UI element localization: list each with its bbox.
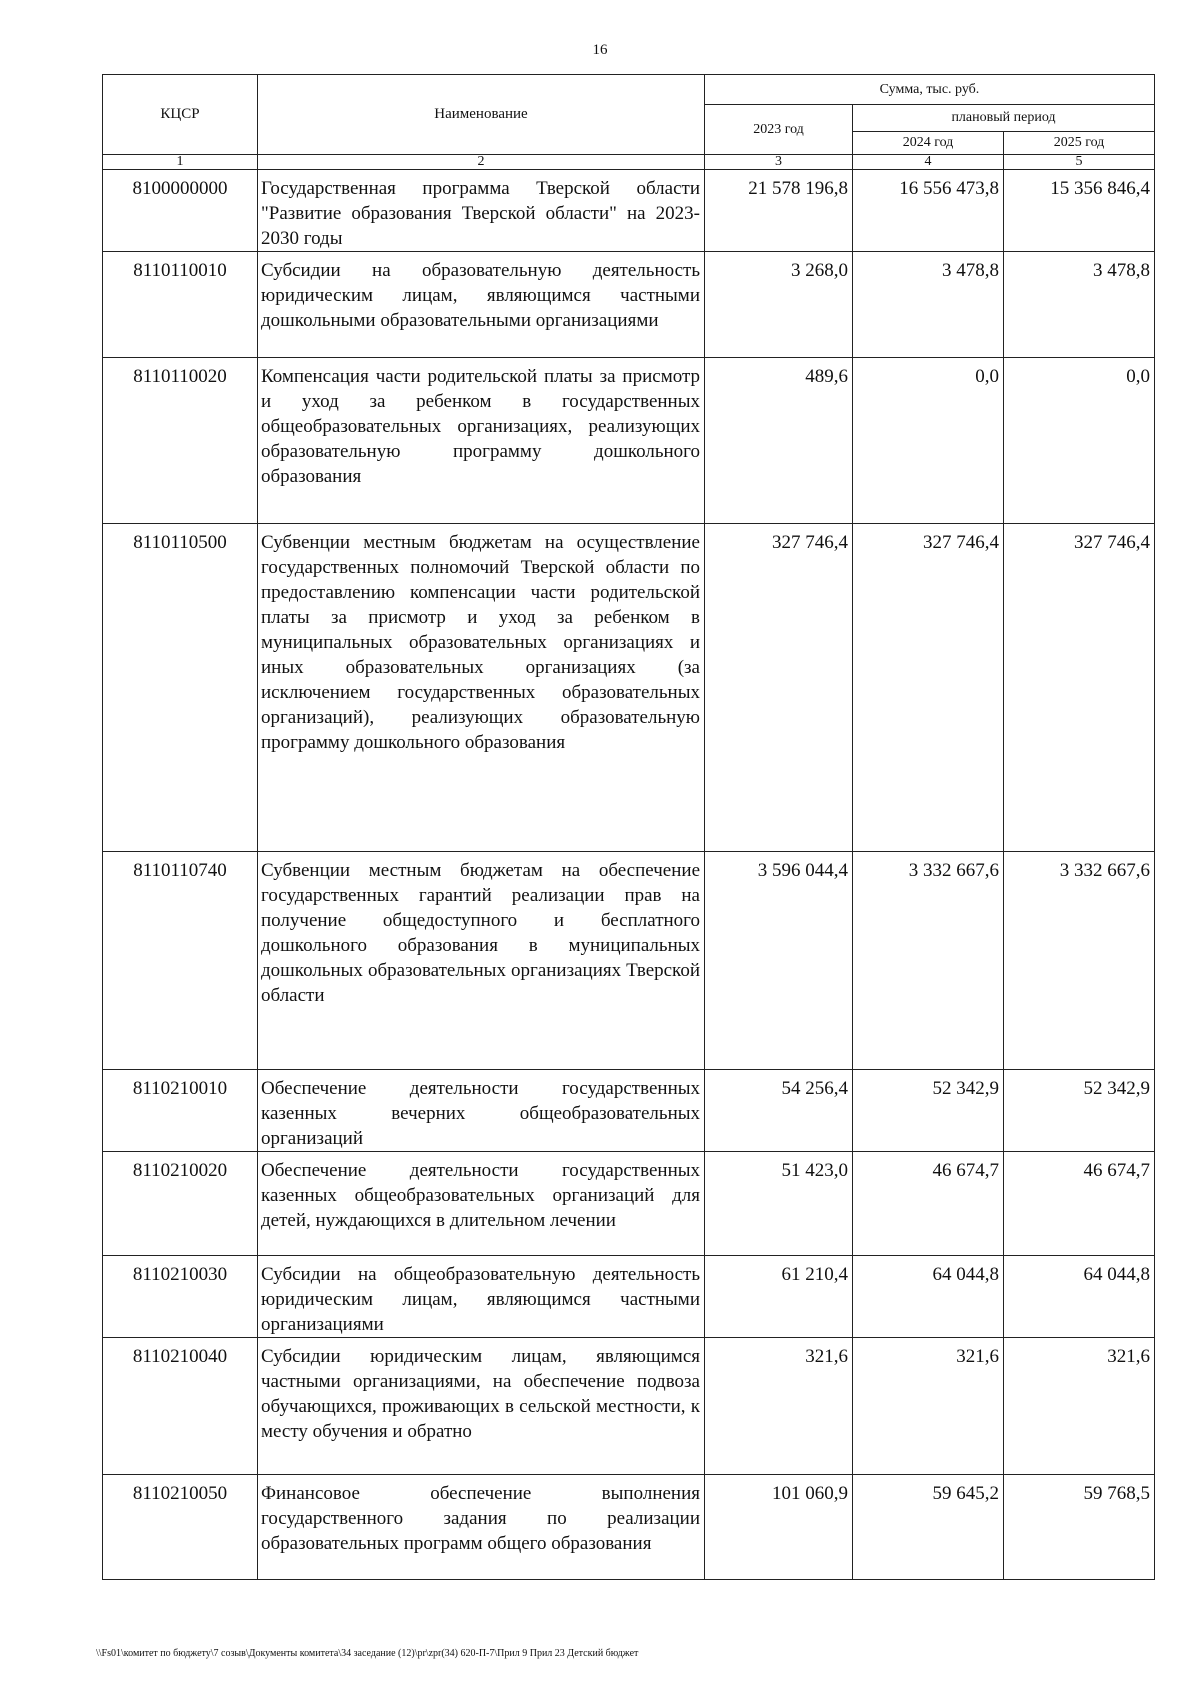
row-code: 8110110740: [103, 852, 258, 1070]
row-code: 8110210050: [103, 1475, 258, 1580]
header-planned-period: плановый период: [853, 105, 1155, 132]
row-value-2025: 59 768,5: [1004, 1475, 1155, 1580]
row-value-2024: 321,6: [853, 1338, 1004, 1475]
header-year-2025: 2025 год: [1004, 132, 1155, 155]
header-name: Наименование: [258, 75, 705, 155]
row-value-2025: 3 478,8: [1004, 252, 1155, 358]
row-code: 8110110020: [103, 358, 258, 524]
row-code: 8110210040: [103, 1338, 258, 1475]
row-value-2024: 64 044,8: [853, 1256, 1004, 1338]
column-number: 1: [103, 155, 258, 170]
row-name: Субсидии на образовательную деятельность юридическим лицам, являющимся частными дошкольными образовательными организациями: [258, 252, 705, 358]
row-code: 8110110500: [103, 524, 258, 852]
table-row: [103, 358, 1155, 524]
column-number: 4: [853, 155, 1004, 170]
footer-file-path: \\Fs01\комитет по бюджету\7 созыв\Документы комитета\34 заседание (12)\pr\zpr(34) 620-П-7\Прил 9 Прил 23 Детский бюджет: [96, 1648, 639, 1659]
row-value-2024: 52 342,9: [853, 1070, 1004, 1152]
row-name: Обеспечение деятельности государственных казенных вечерних общеобразовательных организаций: [258, 1070, 705, 1152]
column-number: 5: [1004, 155, 1155, 170]
row-value-2025: 15 356 846,4: [1004, 170, 1155, 252]
row-name: Субвенции местным бюджетам на обеспечение государственных гарантий реализации прав на получение общедоступного и бесплатного дошкольного образования в муниципальных дошкольных образовательных организациях Тверской области: [258, 852, 705, 1070]
row-name: Государственная программа Тверской области "Развитие образования Тверской области" на 2023-2030 годы: [258, 170, 705, 252]
row-name: Компенсация части родительской платы за присмотр и уход за ребенком в государственных общеобразовательных организациях, реализующих образовательную программу дошкольного образования: [258, 358, 705, 524]
row-value-2024: 3 332 667,6: [853, 852, 1004, 1070]
row-value-2023: 21 578 196,8: [705, 170, 853, 252]
table-row: [103, 524, 1155, 852]
table-row: [103, 1475, 1155, 1580]
row-value-2023: 61 210,4: [705, 1256, 853, 1338]
row-value-2023: 327 746,4: [705, 524, 853, 852]
table-row: [103, 252, 1155, 358]
row-value-2025: 321,6: [1004, 1338, 1155, 1475]
row-code: 8110210010: [103, 1070, 258, 1152]
table-row: [103, 170, 1155, 252]
row-name: Обеспечение деятельности государственных казенных общеобразовательных организаций для детей, нуждающихся в длительном лечении: [258, 1152, 705, 1256]
table-row: [103, 1152, 1155, 1256]
row-value-2023: 3 596 044,4: [705, 852, 853, 1070]
header-year-2023: 2023 год: [705, 105, 853, 155]
table-row: [103, 1338, 1155, 1475]
table-row: [103, 852, 1155, 1070]
header-code: КЦСР: [103, 75, 258, 155]
row-value-2023: 101 060,9: [705, 1475, 853, 1580]
row-code: 8110210020: [103, 1152, 258, 1256]
page-number: 16: [592, 42, 608, 58]
column-number: 3: [705, 155, 853, 170]
row-code: 8110110010: [103, 252, 258, 358]
row-name: Субсидии юридическим лицам, являющимся частными организациями, на обеспечение подвоза обучающихся, проживающих в сельской местности, к месту обучения и обратно: [258, 1338, 705, 1475]
row-value-2023: 54 256,4: [705, 1070, 853, 1152]
row-value-2024: 46 674,7: [853, 1152, 1004, 1256]
row-value-2025: 52 342,9: [1004, 1070, 1155, 1152]
header-sum: Сумма, тыс. руб.: [705, 75, 1155, 105]
column-number: 2: [258, 155, 705, 170]
row-value-2024: 327 746,4: [853, 524, 1004, 852]
header-year-2024: 2024 год: [853, 132, 1004, 155]
row-code: 8110210030: [103, 1256, 258, 1338]
table-row: [103, 1070, 1155, 1152]
row-value-2024: 3 478,8: [853, 252, 1004, 358]
row-value-2025: 327 746,4: [1004, 524, 1155, 852]
row-value-2023: 321,6: [705, 1338, 853, 1475]
row-value-2023: 51 423,0: [705, 1152, 853, 1256]
row-value-2025: 3 332 667,6: [1004, 852, 1155, 1070]
row-value-2023: 489,6: [705, 358, 853, 524]
row-name: Финансовое обеспечение выполнения государственного задания по реализации образовательных программ общего образования: [258, 1475, 705, 1580]
row-code: 8100000000: [103, 170, 258, 252]
table-row: [103, 1256, 1155, 1338]
row-value-2024: 0,0: [853, 358, 1004, 524]
row-name: Субсидии на общеобразовательную деятельность юридическим лицам, являющимся частными организациями: [258, 1256, 705, 1338]
row-value-2024: 16 556 473,8: [853, 170, 1004, 252]
row-name: Субвенции местным бюджетам на осуществление государственных полномочий Тверской области по предоставлению компенсации части родительской платы за присмотр и уход за ребенком в муниципальных образовательных организациях и иных образовательных организациях (за исключением государственных образовательных организаций), реализующих образовательную программу дошкольного образования: [258, 524, 705, 852]
row-value-2025: 64 044,8: [1004, 1256, 1155, 1338]
row-value-2024: 59 645,2: [853, 1475, 1004, 1580]
row-value-2025: 0,0: [1004, 358, 1155, 524]
row-value-2023: 3 268,0: [705, 252, 853, 358]
budget-table: [102, 74, 1155, 1580]
row-value-2025: 46 674,7: [1004, 1152, 1155, 1256]
